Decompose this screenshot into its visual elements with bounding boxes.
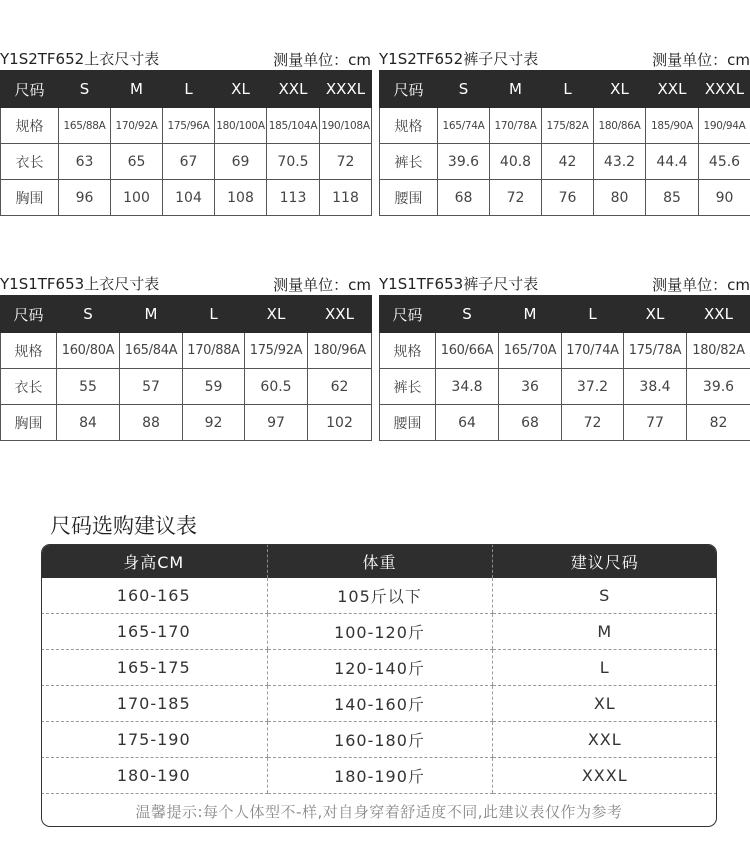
table-cell: 160/66A bbox=[436, 333, 499, 369]
table-cell: 180-190斤 bbox=[267, 758, 492, 794]
table-cell: 170/88A bbox=[183, 333, 245, 369]
row-label: 胸围 bbox=[1, 405, 57, 441]
table-cell: 180-190 bbox=[41, 758, 267, 794]
header-cell: L bbox=[542, 71, 594, 108]
row-label: 规格 bbox=[380, 333, 436, 369]
table-cell: 90 bbox=[699, 180, 750, 216]
recommend-table bbox=[41, 544, 717, 827]
table-header-row bbox=[380, 71, 750, 108]
chart-header bbox=[0, 48, 371, 70]
size-table bbox=[379, 295, 750, 441]
table-cell: 64 bbox=[436, 405, 499, 441]
recommend-note: 温馨提示:每个人体型不-样,对自身穿着舒适度不同,此建议表仅作为参考 bbox=[135, 803, 623, 821]
table-header-row bbox=[41, 544, 717, 578]
table-cell: 100-120斤 bbox=[267, 614, 492, 650]
size-table bbox=[0, 295, 372, 441]
header-cell: L bbox=[163, 71, 215, 108]
header-cell: M bbox=[490, 71, 542, 108]
table-cell: 180/96A bbox=[308, 333, 372, 369]
chart-unit: 测量单位：cm bbox=[652, 276, 750, 294]
table-row bbox=[1, 369, 372, 405]
table-cell: 185/90A bbox=[646, 108, 699, 144]
chart-unit: 测量单位：cm bbox=[273, 51, 371, 69]
table-cell: XXL bbox=[492, 722, 717, 758]
table-row bbox=[41, 722, 717, 758]
table-cell: 39.6 bbox=[438, 144, 490, 180]
table-cell: 60.5 bbox=[245, 369, 308, 405]
header-cell: L bbox=[183, 296, 245, 333]
row-label: 规格 bbox=[1, 108, 59, 144]
table-row bbox=[1, 333, 372, 369]
header-cell: 尺码 bbox=[380, 71, 438, 108]
table-cell: 80 bbox=[594, 180, 646, 216]
table-cell: 165-170 bbox=[41, 614, 267, 650]
header-cell: XL bbox=[245, 296, 308, 333]
table-cell: 108 bbox=[215, 180, 267, 216]
header-cell: 尺码 bbox=[1, 71, 59, 108]
table-cell: 62 bbox=[308, 369, 372, 405]
table-cell: 160-165 bbox=[41, 578, 267, 614]
table-row bbox=[41, 578, 717, 614]
table-cell: 165/74A bbox=[438, 108, 490, 144]
table-cell: XL bbox=[492, 686, 717, 722]
recommend-grid bbox=[41, 544, 717, 794]
table-cell: 42 bbox=[542, 144, 594, 180]
table-cell: 43.2 bbox=[594, 144, 646, 180]
table-cell: 175/78A bbox=[624, 333, 687, 369]
table-cell: 97 bbox=[245, 405, 308, 441]
chart-title: Y1S2TF652上衣尺寸表 bbox=[0, 50, 160, 68]
table-cell: 180/82A bbox=[687, 333, 750, 369]
header-cell: S bbox=[438, 71, 490, 108]
table-row bbox=[380, 108, 750, 144]
chart-title: Y1S2TF652裤子尺寸表 bbox=[379, 50, 539, 68]
table-cell: 180/100A bbox=[215, 108, 267, 144]
table-header-row bbox=[1, 71, 372, 108]
table-header-row bbox=[380, 296, 750, 333]
chart-title: Y1S1TF653上衣尺寸表 bbox=[0, 275, 160, 293]
header-cell: XXL bbox=[267, 71, 320, 108]
table-cell: 118 bbox=[320, 180, 372, 216]
header-cell: XXXL bbox=[699, 71, 750, 108]
size-chart-top-y1s1tf653 bbox=[0, 273, 371, 441]
table-cell: 72 bbox=[562, 405, 624, 441]
table-row bbox=[1, 180, 372, 216]
table-cell: 76 bbox=[542, 180, 594, 216]
header-cell: XXL bbox=[308, 296, 372, 333]
table-cell: 180/86A bbox=[594, 108, 646, 144]
size-table bbox=[0, 70, 372, 216]
table-cell: 39.6 bbox=[687, 369, 750, 405]
chart-header bbox=[379, 48, 750, 70]
row-label: 规格 bbox=[1, 333, 57, 369]
header-cell: M bbox=[111, 71, 163, 108]
table-cell: 45.6 bbox=[699, 144, 750, 180]
table-cell: M bbox=[492, 614, 717, 650]
table-cell: 165/88A bbox=[59, 108, 111, 144]
table-cell: 85 bbox=[646, 180, 699, 216]
header-cell: S bbox=[436, 296, 499, 333]
recommend-title: 尺码选购建议表 bbox=[50, 514, 197, 538]
size-chart-pants-y1s2tf652 bbox=[379, 48, 750, 216]
table-cell: 57 bbox=[120, 369, 183, 405]
header-cell: 尺码 bbox=[380, 296, 436, 333]
table-cell: 165/70A bbox=[499, 333, 562, 369]
header-cell: XXL bbox=[687, 296, 750, 333]
table-cell: 92 bbox=[183, 405, 245, 441]
table-cell: 140-160斤 bbox=[267, 686, 492, 722]
table-cell: 72 bbox=[490, 180, 542, 216]
table-cell: 190/108A bbox=[320, 108, 372, 144]
table-row bbox=[1, 144, 372, 180]
table-cell: 175-190 bbox=[41, 722, 267, 758]
row-label: 裤长 bbox=[380, 369, 436, 405]
table-cell: 160/80A bbox=[57, 333, 120, 369]
table-cell: 59 bbox=[183, 369, 245, 405]
table-row bbox=[380, 144, 750, 180]
table-header-row bbox=[1, 296, 372, 333]
table-cell: 72 bbox=[320, 144, 372, 180]
row-label: 裤长 bbox=[380, 144, 438, 180]
table-cell: 67 bbox=[163, 144, 215, 180]
table-cell: 170-185 bbox=[41, 686, 267, 722]
header-cell: 尺码 bbox=[1, 296, 57, 333]
table-cell: 38.4 bbox=[624, 369, 687, 405]
table-cell: 113 bbox=[267, 180, 320, 216]
table-cell: 170/74A bbox=[562, 333, 624, 369]
table-cell: L bbox=[492, 650, 717, 686]
table-cell: 65 bbox=[111, 144, 163, 180]
row-label: 衣长 bbox=[1, 144, 59, 180]
table-cell: XXXL bbox=[492, 758, 717, 794]
table-row bbox=[1, 108, 372, 144]
chart-unit: 测量单位：cm bbox=[652, 51, 750, 69]
table-cell: 105斤以下 bbox=[267, 578, 492, 614]
table-cell: 175/96A bbox=[163, 108, 215, 144]
header-cell: S bbox=[57, 296, 120, 333]
table-row bbox=[41, 650, 717, 686]
table-cell: 37.2 bbox=[562, 369, 624, 405]
table-cell: 185/104A bbox=[267, 108, 320, 144]
table-cell: 160-180斤 bbox=[267, 722, 492, 758]
table-row bbox=[380, 180, 750, 216]
row-label: 衣长 bbox=[1, 369, 57, 405]
table-cell: S bbox=[492, 578, 717, 614]
header-cell: 身高CM bbox=[41, 544, 267, 578]
table-cell: 82 bbox=[687, 405, 750, 441]
table-row bbox=[380, 405, 750, 441]
table-cell: 84 bbox=[57, 405, 120, 441]
table-cell: 68 bbox=[499, 405, 562, 441]
table-cell: 55 bbox=[57, 369, 120, 405]
table-cell: 120-140斤 bbox=[267, 650, 492, 686]
table-cell: 63 bbox=[59, 144, 111, 180]
table-row bbox=[41, 686, 717, 722]
table-cell: 70.5 bbox=[267, 144, 320, 180]
table-cell: 77 bbox=[624, 405, 687, 441]
header-cell: XL bbox=[215, 71, 267, 108]
table-row bbox=[380, 333, 750, 369]
table-row bbox=[41, 614, 717, 650]
header-cell: M bbox=[120, 296, 183, 333]
table-cell: 88 bbox=[120, 405, 183, 441]
table-row bbox=[380, 369, 750, 405]
table-cell: 34.8 bbox=[436, 369, 499, 405]
size-chart-top-y1s2tf652 bbox=[0, 48, 371, 216]
row-label: 胸围 bbox=[1, 180, 59, 216]
table-cell: 69 bbox=[215, 144, 267, 180]
table-cell: 175/92A bbox=[245, 333, 308, 369]
table-cell: 68 bbox=[438, 180, 490, 216]
size-table bbox=[379, 70, 750, 216]
header-cell: XXXL bbox=[320, 71, 372, 108]
table-cell: 44.4 bbox=[646, 144, 699, 180]
table-cell: 96 bbox=[59, 180, 111, 216]
header-cell: S bbox=[59, 71, 111, 108]
table-cell: 170/92A bbox=[111, 108, 163, 144]
chart-title: Y1S1TF653裤子尺寸表 bbox=[379, 275, 539, 293]
row-label: 规格 bbox=[380, 108, 438, 144]
table-cell: 102 bbox=[308, 405, 372, 441]
table-cell: 175/82A bbox=[542, 108, 594, 144]
header-cell: 体重 bbox=[267, 544, 492, 578]
table-row bbox=[41, 758, 717, 794]
size-chart-pants-y1s1tf653 bbox=[379, 273, 750, 441]
table-row bbox=[1, 405, 372, 441]
chart-header bbox=[379, 273, 750, 295]
header-cell: 建议尺码 bbox=[492, 544, 717, 578]
chart-unit: 测量单位：cm bbox=[273, 276, 371, 294]
header-cell: XXL bbox=[646, 71, 699, 108]
table-cell: 165/84A bbox=[120, 333, 183, 369]
table-cell: 170/78A bbox=[490, 108, 542, 144]
table-cell: 36 bbox=[499, 369, 562, 405]
chart-header bbox=[0, 273, 371, 295]
header-cell: L bbox=[562, 296, 624, 333]
header-cell: XL bbox=[594, 71, 646, 108]
table-cell: 165-175 bbox=[41, 650, 267, 686]
header-cell: M bbox=[499, 296, 562, 333]
table-cell: 104 bbox=[163, 180, 215, 216]
row-label: 腰围 bbox=[380, 405, 436, 441]
row-label: 腰围 bbox=[380, 180, 438, 216]
table-cell: 40.8 bbox=[490, 144, 542, 180]
header-cell: XL bbox=[624, 296, 687, 333]
table-cell: 190/94A bbox=[699, 108, 750, 144]
table-cell: 100 bbox=[111, 180, 163, 216]
